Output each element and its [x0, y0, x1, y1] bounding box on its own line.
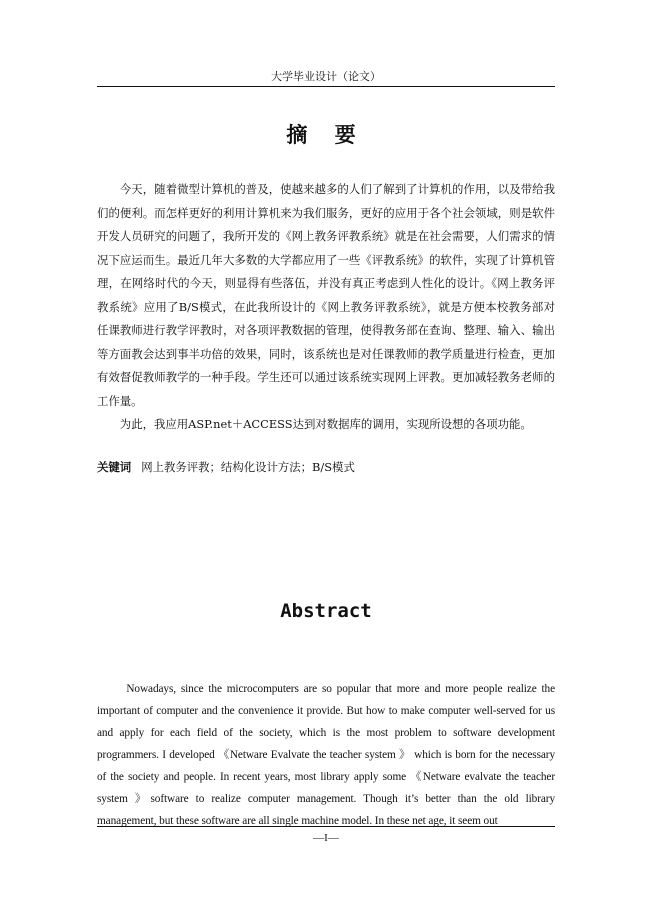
chinese-abstract-paragraph-2: 为此，我应用ASP.net＋ACCESS达到对数据库的调用，实现所设想的各项功能。 — [119, 417, 532, 431]
english-abstract-title: Abstract — [280, 600, 372, 622]
english-abstract-paragraph: Nowadays, since the microcomputers are so popular that more and more people realize the important of computer and the convenience it provide. But how to make computer well-served for us and apply for each field of the society, which is the most problem to software development programmers. I developed 《Netware Evalvate the teacher system 》 which is born for the necessary of the society and people. In recent years, most library apply some 《Netware evalvate the teacher system 》software to realize computer management. Though it’s better than the old library management, but these software are all single machine model. In these net age, it seem out — [97, 683, 555, 827]
chinese-abstract-paragraph-1: 今天，随着微型计算机的普及，使越来越多的人们了解到了计算机的作用，以及带给我们的便利。而怎样更好的利用计算机来为我们服务，更好的应用于各个社会领域，则是软件开发人员研究的问题了，我所开发的《网上教务评教系统》就是在社会需要，人们需求的情况下应运而生。最近几年大多数的大学都应用了一些《评教系统》的软件，实现了计算机管理，在网络时代的今天，则显得有些落伍，并没有真正考虑到人性化的设计。《网上教务评教系统》应用了B/S模式，在此我所设计的《网上教务评教系统》，就是方便本校教务部对任课教师进行教学评教时，对各项评教数据的管理，使得教务部在查询、整理、输入、输出等方面教会达到事半功倍的效果，同时，该系统也是对任课教师的教学质量进行检查，更加有效督促教师教学的一种手段。学生还可以通过该系统实现网上评教。更加减轻教务老师的工作量。 — [97, 182, 555, 408]
keywords-label: 关键词 — [97, 460, 132, 474]
page-number: —I— — [313, 832, 339, 844]
footer-rule — [97, 826, 555, 827]
keywords-text: 网上教务评教；结构化设计方法；B/S模式 — [141, 460, 355, 474]
running-header: 大学毕业设计（论文） — [271, 70, 381, 83]
chinese-abstract-body — [97, 178, 555, 437]
header-rule — [97, 86, 555, 87]
keywords-line — [97, 459, 555, 475]
english-abstract-body — [97, 678, 555, 832]
chinese-abstract-title: 摘 要 — [286, 123, 366, 147]
